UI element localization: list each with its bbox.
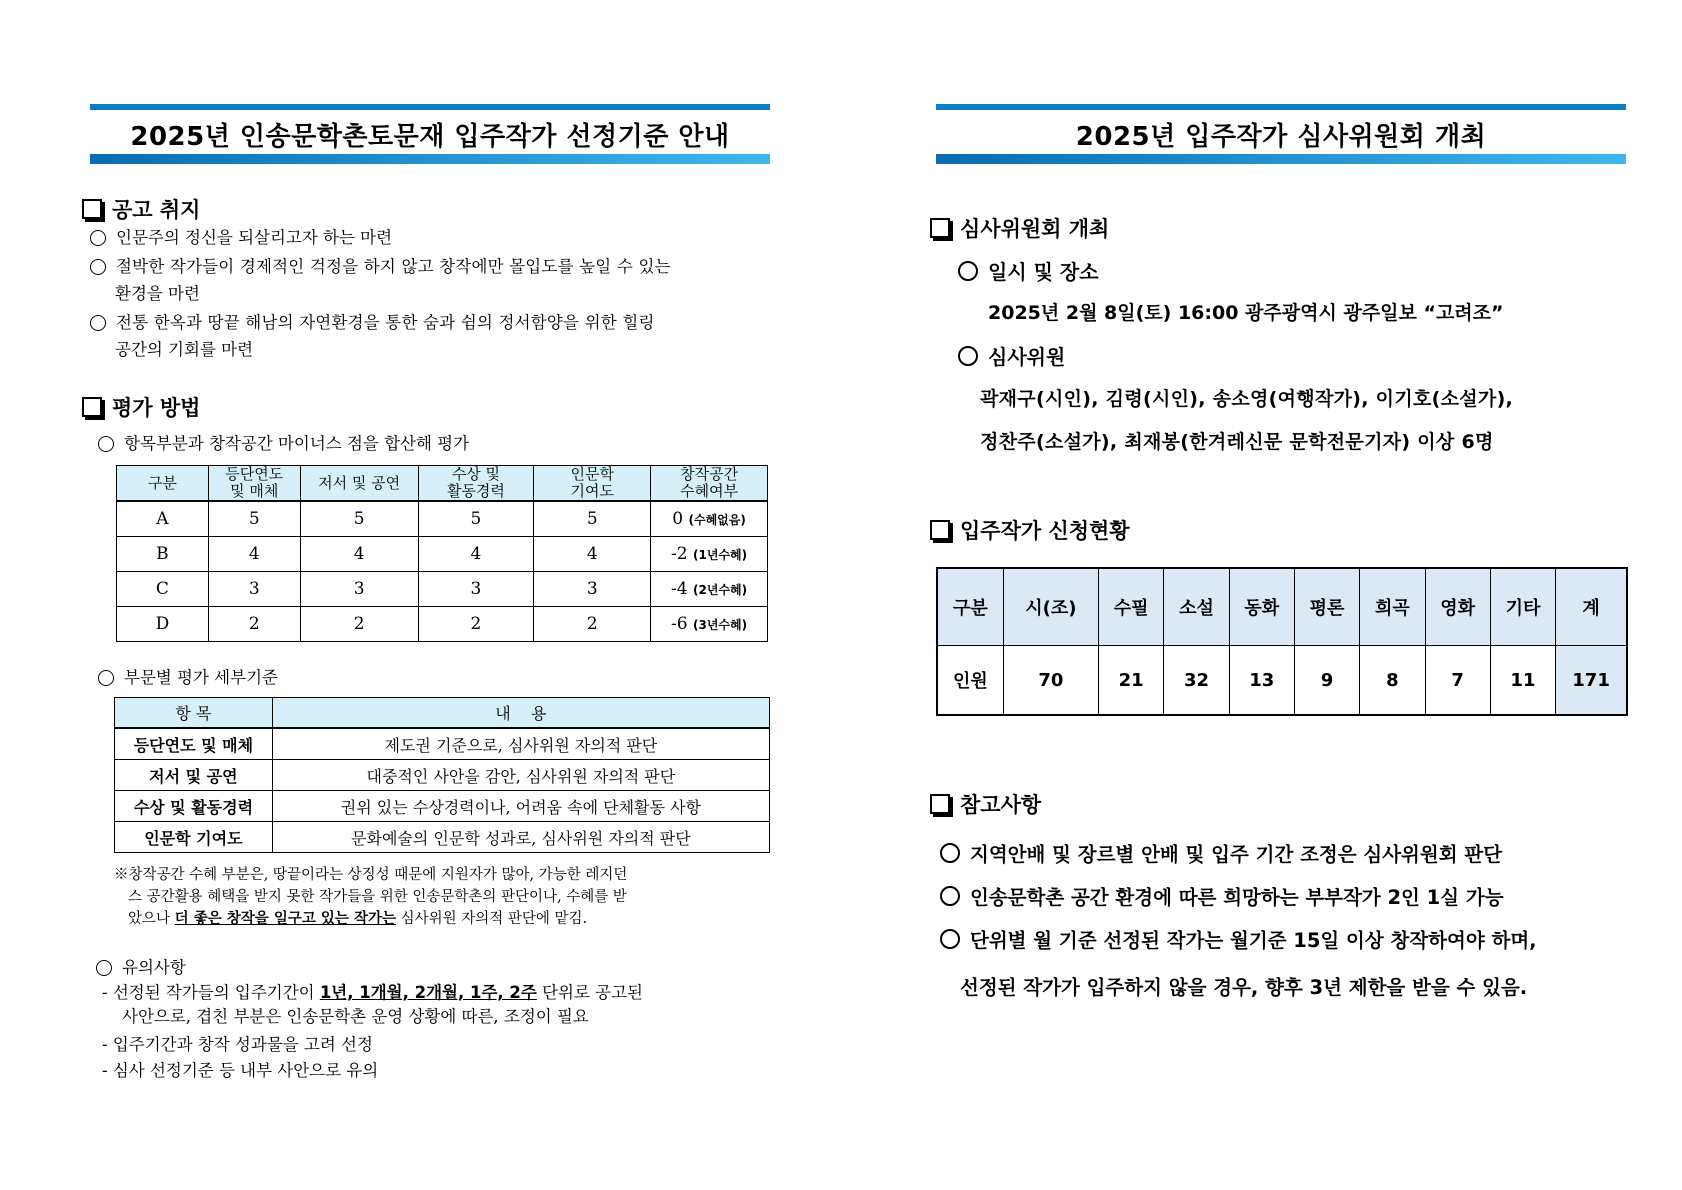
cell-content: 문화예술의 인문학 성과로, 심사위원 자의적 판단 (272, 822, 769, 853)
circle-bullet-icon (98, 436, 114, 452)
title-top-bar (936, 104, 1626, 110)
space-score: 0 (672, 509, 684, 529)
eval-sub-heading-3 (96, 954, 186, 981)
meeting-datetime: 2025년 2월 8일(토) 16:00 광주광역시 광주일보 “고려조” (988, 302, 1504, 324)
list-item (90, 253, 770, 280)
col-header-space: 창작공간 수혜여부 (651, 466, 768, 502)
col-header-genre: 소설 (1164, 568, 1229, 646)
table-row (117, 501, 768, 537)
sub-heading-judges (958, 341, 1065, 370)
note-text: 지역안배 및 장르별 안배 및 입주 기간 조정은 심사위원회 판단 (970, 843, 1503, 866)
note-item (940, 925, 1537, 953)
cell-count: 8 (1360, 646, 1425, 716)
left-page-title: 2025년 인송문학촌토문재 입주작가 선정기준 안내 (130, 122, 730, 152)
col-header-content: 내 용 (272, 698, 769, 729)
col-header-grade: 구분 (117, 466, 209, 502)
circle-bullet-icon (940, 929, 960, 949)
title-bottom-bar (936, 154, 1626, 164)
sub-heading-datetime (958, 256, 1099, 285)
section-heading-committee (930, 213, 1109, 243)
col-header-category: 구분 (937, 568, 1003, 646)
list-item (90, 224, 770, 251)
cell-item: 저서 및 공연 (115, 760, 273, 791)
space-note: (수혜없음) (688, 513, 746, 527)
cell-value: 3 (534, 572, 651, 607)
table-row (115, 791, 770, 822)
col-header-item: 항 목 (115, 698, 273, 729)
cell-item: 수상 및 활동경력 (115, 791, 273, 822)
section-heading-applications (930, 515, 1130, 545)
circle-bullet-icon (940, 886, 960, 906)
footnote-text: 았으나 (128, 911, 175, 927)
col-header-genre: 평론 (1294, 568, 1359, 646)
col-header-books: 저서 및 공연 (300, 466, 418, 502)
cell-space (651, 537, 768, 572)
cell-count: 7 (1425, 646, 1490, 716)
footnote-text: 심사위원 자의적 판단에 맡김. (395, 911, 588, 927)
eval-sub-heading-1 (98, 430, 469, 457)
right-page-title: 2025년 입주작가 심사위원회 개최 (1075, 122, 1487, 152)
section-heading-text: 평가 방법 (112, 396, 201, 420)
cell-space (651, 607, 768, 642)
cell-count: 11 (1490, 646, 1555, 716)
checkbox-square-icon (930, 218, 950, 238)
criteria-table (114, 697, 770, 853)
footnote-emphasis: 더 좋은 창작을 일구고 있는 작가는 (174, 911, 396, 927)
right-title-banner (936, 104, 1626, 164)
table-header-row (937, 568, 1627, 646)
table-header-row (117, 466, 768, 502)
space-score: -6 (671, 614, 688, 634)
section-heading-notes (930, 789, 1041, 819)
cell-value: 3 (208, 572, 300, 607)
cell-grade: A (117, 501, 209, 537)
caution-continuation: 사안으로, 겹친 부분은 인송문학촌 운영 상황에 따른, 조정이 필요 (122, 1007, 589, 1026)
judges-line: 곽재구(시인), 김령(시인), 송소영(여행작가), 이기호(소설가), (980, 388, 1514, 410)
applications-table (936, 567, 1628, 716)
note-continuation: 선정된 작가가 입주하지 않을 경우, 향후 3년 제한을 받을 수 있음. (960, 976, 1528, 999)
scoring-table (116, 465, 768, 642)
col-header-total: 계 (1556, 568, 1627, 646)
cautions-list (102, 980, 782, 1084)
judges-line: 정찬주(소설가), 최재봉(한겨레신문 문학전문기자) 이상 6명 (980, 431, 1494, 453)
checkbox-square-icon (930, 520, 950, 540)
list-item (90, 309, 770, 336)
section-heading-purpose (82, 194, 200, 224)
note-item (940, 839, 1502, 867)
col-header-debut: 등단연도 및 매체 (208, 466, 300, 502)
cell-content: 대중적인 사안을 감안, 심사위원 자의적 판단 (272, 760, 769, 791)
col-header-genre: 기타 (1490, 568, 1555, 646)
cell-content: 제도권 기준으로, 심사위원 자의적 판단 (272, 728, 769, 760)
col-header-awards: 수상 및 활동경력 (418, 466, 534, 502)
footnote-line: ※창작공간 수혜 부분은, 땅끝이라는 상징성 때문에 지원자가 많아, 가능한 레지던 (114, 867, 628, 883)
cell-value: 4 (534, 537, 651, 572)
cell-count: 13 (1229, 646, 1294, 716)
title-bottom-bar (90, 154, 770, 164)
col-header-humanities: 인문학 기여도 (534, 466, 651, 502)
caution-text: - 선정된 작가들의 입주기간이 (102, 983, 320, 1002)
space-score: -2 (671, 544, 688, 564)
cell-count: 32 (1164, 646, 1229, 716)
caution-item (102, 980, 782, 1006)
cell-grade: C (117, 572, 209, 607)
circle-bullet-icon (90, 230, 106, 246)
row-label: 인원 (937, 646, 1003, 716)
caution-item: - 입주기간과 창작 성과물을 고려 선정 (102, 1035, 373, 1054)
sub-heading-text: 일시 및 장소 (988, 260, 1099, 284)
table-row (117, 607, 768, 642)
cell-total: 171 (1556, 646, 1627, 716)
checkbox-square-icon (82, 397, 102, 417)
cell-content: 권위 있는 수상경력이나, 어려움 속에 단체활동 사항 (272, 791, 769, 822)
circle-bullet-icon (90, 315, 106, 331)
col-header-genre: 동화 (1229, 568, 1294, 646)
left-title-banner (90, 104, 770, 164)
footnote-line (114, 908, 774, 930)
cell-value: 4 (208, 537, 300, 572)
title-top-bar (90, 104, 770, 110)
cell-space (651, 501, 768, 537)
footnote-line: 스 공간활용 혜택을 받지 못한 작가들을 위한 인송문학촌의 판단이나, 수혜를 받 (128, 889, 627, 905)
list-item-continuation: 환경을 마련 (115, 284, 200, 303)
caution-emphasis: 1년, 1개월, 2개월, 1주, 2주 (319, 983, 537, 1002)
cell-value: 3 (418, 572, 534, 607)
footnote (114, 864, 774, 930)
checkbox-square-icon (82, 199, 102, 219)
cell-value: 4 (300, 537, 418, 572)
space-note: (3년수혜) (693, 618, 748, 632)
caution-text: 단위로 공고된 (536, 983, 643, 1002)
sub-heading-text: 심사위원 (988, 345, 1066, 369)
caution-item: - 심사 선정기준 등 내부 사안으로 유의 (102, 1061, 379, 1080)
table-row (115, 822, 770, 853)
checkbox-square-icon (930, 794, 950, 814)
circle-bullet-icon (90, 259, 106, 275)
cell-value: 5 (208, 501, 300, 537)
cell-count: 21 (1099, 646, 1164, 716)
table-row (117, 572, 768, 607)
cell-value: 5 (300, 501, 418, 537)
section-heading-text: 참고사항 (960, 793, 1042, 817)
note-item (940, 882, 1504, 910)
circle-bullet-icon (940, 843, 960, 863)
circle-bullet-icon (958, 346, 978, 366)
cell-value: 2 (300, 607, 418, 642)
circle-bullet-icon (96, 960, 112, 976)
col-header-genre: 수필 (1099, 568, 1164, 646)
sub-heading-text: 항목부분과 창작공간 마이너스 점을 합산해 평가 (124, 434, 470, 453)
col-header-genre: 희곡 (1360, 568, 1425, 646)
cell-value: 5 (534, 501, 651, 537)
cell-count: 70 (1003, 646, 1098, 716)
cell-value: 2 (208, 607, 300, 642)
cell-value: 3 (300, 572, 418, 607)
cell-value: 4 (418, 537, 534, 572)
note-text: 단위별 월 기준 선정된 작가는 월기준 15일 이상 창작하여야 하며, (970, 929, 1537, 952)
list-item-continuation: 공간의 기회를 마련 (115, 340, 254, 359)
cell-count: 9 (1294, 646, 1359, 716)
cell-item: 인문학 기여도 (115, 822, 273, 853)
purpose-list (90, 224, 770, 363)
col-header-genre: 시(조) (1003, 568, 1098, 646)
cell-item: 등단연도 및 매체 (115, 728, 273, 760)
cell-grade: D (117, 607, 209, 642)
table-row (115, 728, 770, 760)
section-heading-evaluation (82, 392, 200, 422)
col-header-genre: 영화 (1425, 568, 1490, 646)
cell-grade: B (117, 537, 209, 572)
space-note: (2년수혜) (693, 583, 748, 597)
list-item-text: 절박한 작가들이 경제적인 걱정을 하지 않고 창작에만 몰입도를 높일 수 있는 (116, 257, 671, 276)
table-row (115, 760, 770, 791)
list-item-text: 전통 한옥과 땅끝 해남의 자연환경을 통한 숨과 쉼의 정서함양을 위한 힐링 (116, 313, 655, 332)
table-row (937, 646, 1627, 716)
sub-heading-text: 유의사항 (122, 958, 186, 977)
section-heading-text: 심사위원회 개최 (960, 217, 1110, 241)
sub-heading-text: 부문별 평가 세부기준 (124, 668, 278, 687)
table-row (117, 537, 768, 572)
cell-value: 2 (418, 607, 534, 642)
eval-sub-heading-2 (98, 664, 278, 691)
cell-space (651, 572, 768, 607)
note-text: 인송문학촌 공간 환경에 따른 희망하는 부부작가 2인 1실 가능 (970, 886, 1504, 909)
list-item-text: 인문주의 정신을 되살리고자 하는 마련 (116, 228, 393, 247)
table-header-row (115, 698, 770, 729)
space-score: -4 (671, 579, 688, 599)
section-heading-text: 공고 취지 (112, 198, 201, 222)
section-heading-text: 입주작가 신청현황 (960, 519, 1130, 543)
circle-bullet-icon (98, 670, 114, 686)
space-note: (1년수혜) (693, 548, 748, 562)
circle-bullet-icon (958, 261, 978, 281)
cell-value: 5 (418, 501, 534, 537)
cell-value: 2 (534, 607, 651, 642)
